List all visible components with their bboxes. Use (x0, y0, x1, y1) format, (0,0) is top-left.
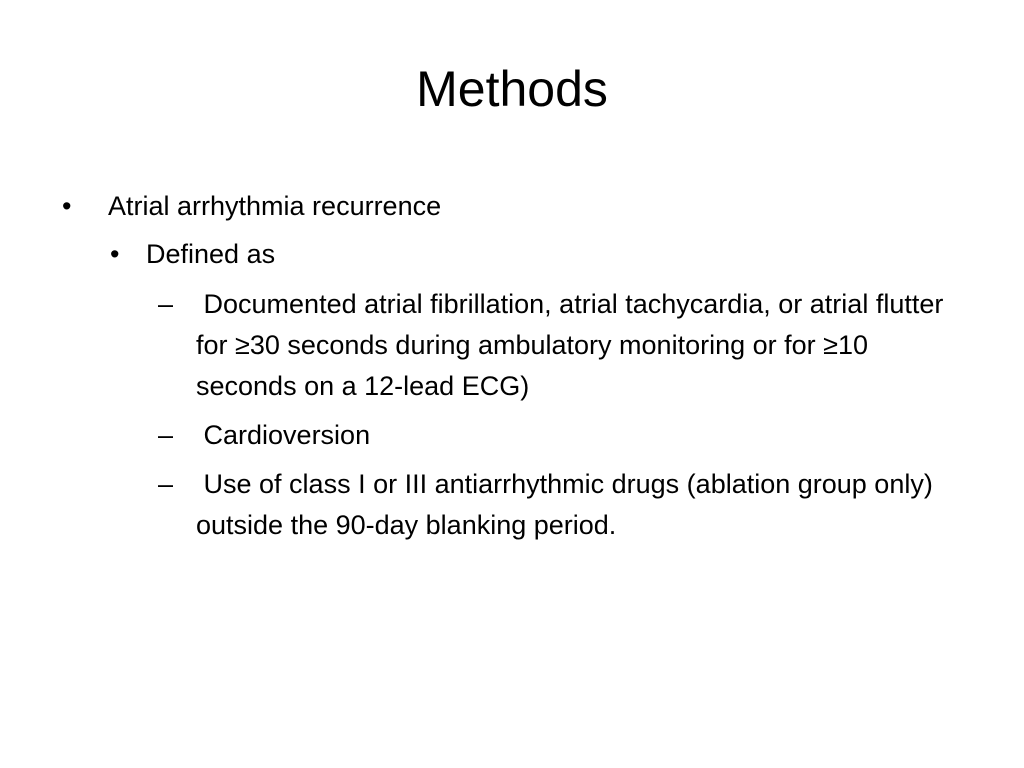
bullet-marker: • (62, 191, 72, 221)
dash-item-cardioversion (158, 415, 956, 456)
dash-item-documented-arrhythmia (158, 284, 956, 407)
bullet-marker: • (110, 239, 120, 269)
dash-marker: – (158, 420, 174, 450)
bullet-text: Atrial arrhythmia recurrence (108, 191, 442, 221)
dash-text: Documented atrial fibrillation, atrial tachycardia, or atrial flutter for ≥30 seconds during ambulatory monitoring or for ≥10 seconds on a 12-lead ECG) (196, 289, 944, 401)
dash-item-antiarrhythmic-drugs (158, 464, 956, 546)
dash-marker: – (158, 289, 174, 319)
dash-text: Use of class I or III antiarrhythmic drugs (ablation group only) outside the 90-day blanking period. (196, 469, 933, 540)
slide-title: Methods (416, 61, 608, 117)
dash-marker: – (158, 469, 174, 499)
bullet-item-defined-as (110, 234, 966, 275)
dash-text: Cardioversion (203, 420, 371, 450)
bullet-item-atrial-arrhythmia-recurrence (62, 186, 968, 227)
bullet-text: Defined as (146, 239, 276, 269)
